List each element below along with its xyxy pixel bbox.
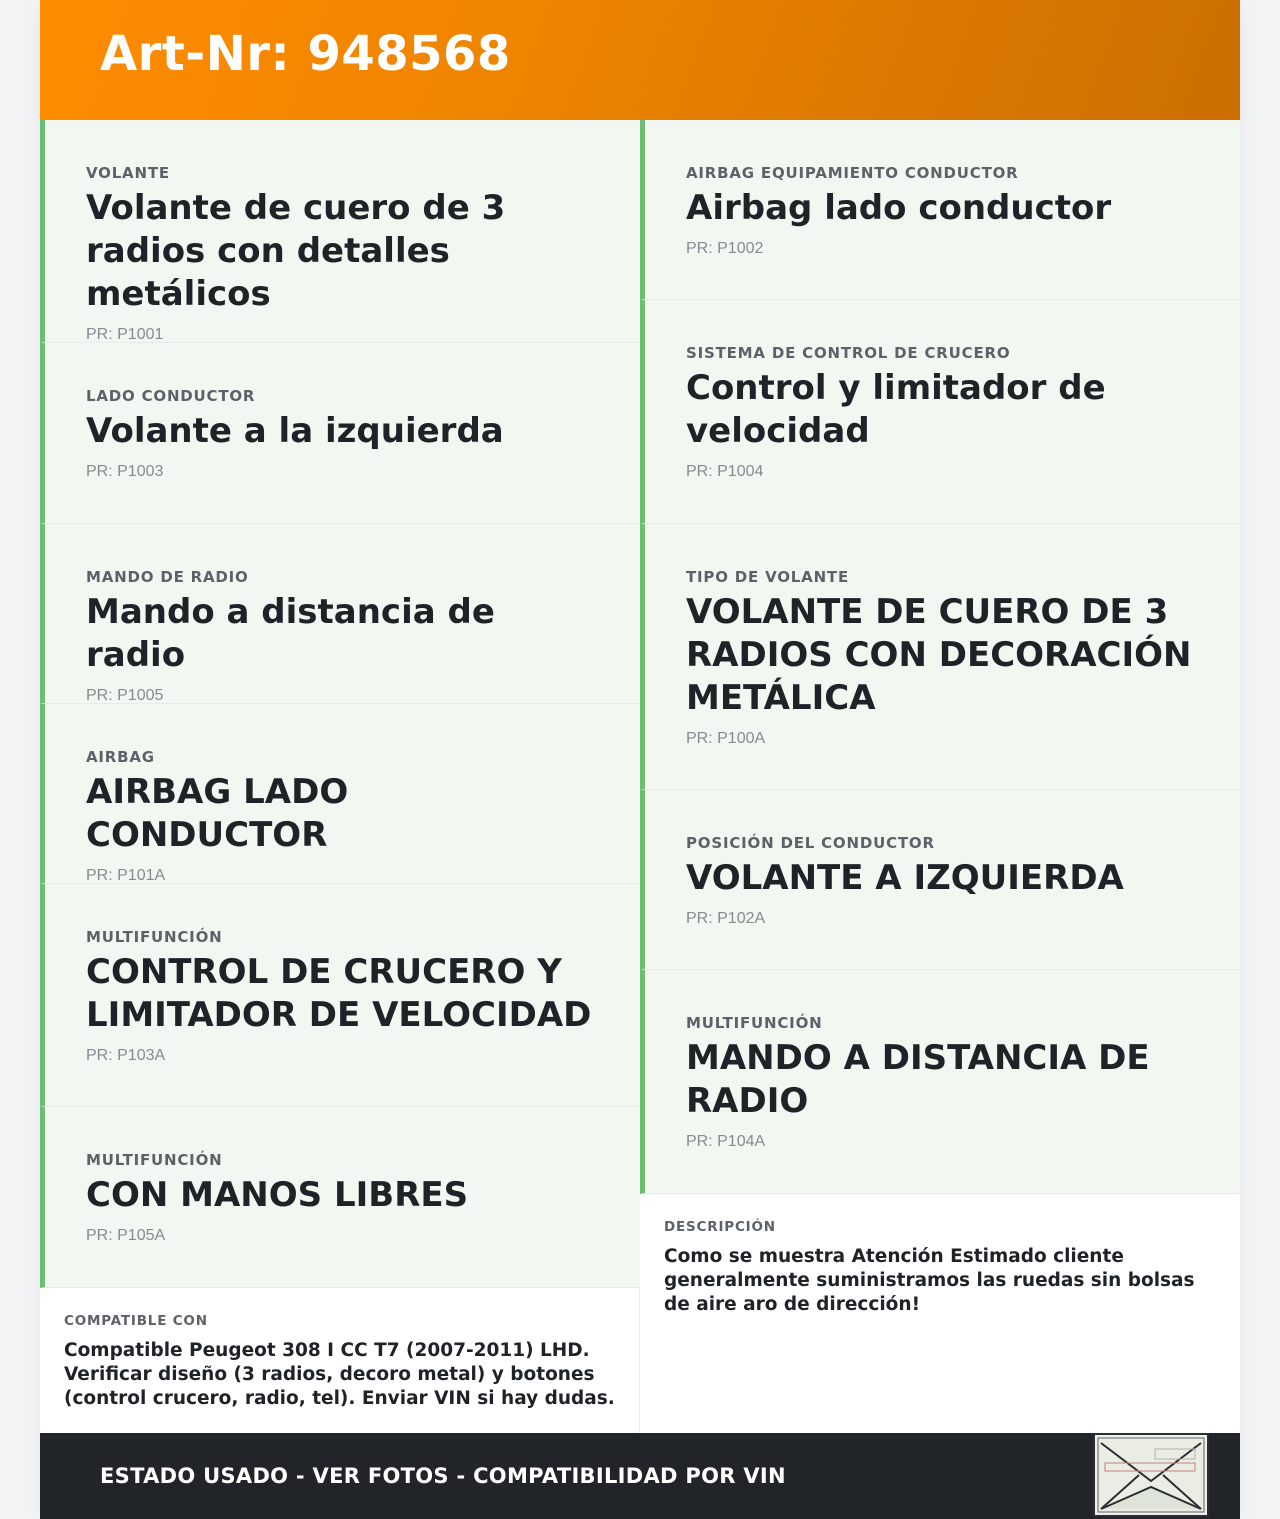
feature-pr-code: PR: P103A	[86, 1047, 166, 1064]
description-section	[640, 1194, 1240, 1433]
feature-category: MULTIFUNCIÓN	[686, 1014, 823, 1032]
feature-category: MANDO DE RADIO	[86, 568, 249, 586]
feature-value: MANDO A DISTANCIA DE RADIO	[686, 1038, 1150, 1121]
feature-category: POSICIÓN DEL CONDUCTOR	[686, 834, 935, 852]
feature-item	[40, 524, 640, 704]
compatibility-text: Compatible Peugeot 308 I CC T7 (2007-2011) LHD. Verificar diseño (3 radios, decoro metal) y botones (control crucero, radio, tel). Enviar VIN si hay dudas.	[64, 1340, 615, 1409]
feature-value: AIRBAG LADO CONDUCTOR	[86, 772, 349, 855]
compatibility-section	[40, 1288, 640, 1433]
feature-item	[640, 300, 1240, 524]
right-feature-column	[640, 120, 1240, 1194]
header-bar	[40, 0, 1240, 120]
feature-item	[640, 790, 1240, 970]
article-number-title: Art-Nr: 948568	[100, 26, 511, 82]
feature-item	[640, 970, 1240, 1194]
feature-pr-code: PR: P1005	[86, 687, 164, 704]
description-label: DESCRIPCIÓN	[664, 1219, 776, 1235]
feature-item	[640, 524, 1240, 790]
datasheet-card	[40, 0, 1240, 1519]
footer-status-text: ESTADO USADO - VER FOTOS - COMPATIBILIDAD POR VIN	[100, 1464, 786, 1488]
feature-pr-code: PR: P101A	[86, 867, 166, 884]
feature-category: MULTIFUNCIÓN	[86, 928, 223, 946]
feature-value: Mando a distancia de radio	[86, 592, 495, 675]
feature-pr-code: PR: P1004	[686, 463, 764, 480]
description-text: Como se muestra Atención Estimado cliente generalmente suministramos las ruedas sin bolsas de aire aro de dirección!	[664, 1246, 1195, 1315]
feature-item	[40, 884, 640, 1107]
feature-pr-code: PR: P102A	[686, 910, 766, 927]
compatibility-label: COMPATIBLE CON	[64, 1313, 208, 1329]
feature-category: TIPO DE VOLANTE	[686, 568, 849, 586]
feature-pr-code: PR: P105A	[86, 1227, 166, 1244]
feature-pr-code: PR: P1003	[86, 463, 164, 480]
feature-pr-code: PR: P104A	[686, 1133, 766, 1150]
left-feature-column	[40, 120, 640, 1288]
feature-item	[640, 120, 1240, 300]
feature-category: AIRBAG	[86, 748, 155, 766]
feature-pr-code: PR: P100A	[686, 730, 766, 747]
footer-bar	[40, 1433, 1240, 1519]
feature-value: CON MANOS LIBRES	[86, 1175, 469, 1215]
feature-item	[40, 1107, 640, 1288]
feature-value: Control y limitador de velocidad	[686, 368, 1106, 451]
feature-category: VOLANTE	[86, 164, 170, 182]
feature-category: LADO CONDUCTOR	[86, 387, 256, 405]
envelope-stamp-graphic	[1095, 1435, 1207, 1515]
feature-value: Volante a la izquierda	[86, 411, 504, 451]
feature-pr-code: PR: P1001	[86, 326, 164, 343]
feature-value: CONTROL DE CRUCERO Y LIMITADOR DE VELOCIDAD	[86, 952, 592, 1035]
feature-category: MULTIFUNCIÓN	[86, 1151, 223, 1169]
feature-value: VOLANTE A IZQUIERDA	[686, 858, 1124, 898]
feature-value: Volante de cuero de 3 radios con detalles metálicos	[86, 188, 506, 314]
feature-value: VOLANTE DE CUERO DE 3 RADIOS CON DECORACIÓN METÁLICA	[686, 592, 1192, 718]
feature-pr-code: PR: P1002	[686, 240, 764, 257]
feature-item	[40, 120, 640, 343]
feature-category: SISTEMA DE CONTROL DE CRUCERO	[686, 344, 1011, 362]
envelope-stamp-icon	[1093, 1433, 1209, 1517]
feature-item	[40, 343, 640, 524]
feature-item	[40, 704, 640, 884]
feature-category: AIRBAG EQUIPAMIENTO CONDUCTOR	[686, 164, 1019, 182]
feature-value: Airbag lado conductor	[686, 188, 1112, 228]
